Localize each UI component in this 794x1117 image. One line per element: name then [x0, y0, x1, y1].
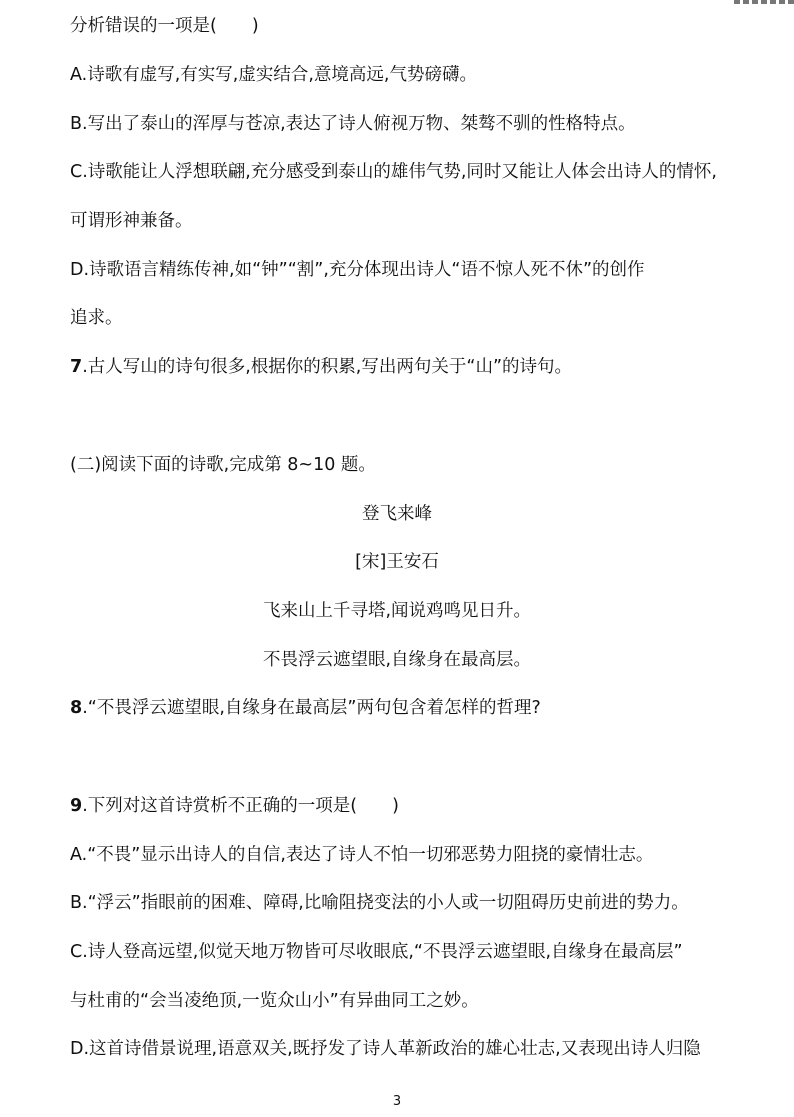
option-6d: D.诗歌语言精练传神,如“钟”“割”,充分体现出诗人“语不惊人死不休”的创作: [70, 260, 645, 280]
option-6d-cont: 追求。: [70, 308, 123, 328]
option-9b: B.“浮云”指眼前的困难、障碍,比喻阻挠变法的小人或一切阻碍历史前进的势力。: [70, 893, 689, 913]
question-7-number: 7: [70, 357, 83, 377]
poem-author: [宋]王安石: [355, 552, 439, 572]
option-9c-cont: 与杜甫的“会当凌绝顶,一览众山小”有异曲同工之妙。: [70, 991, 479, 1011]
option-6c-cont: 可谓形神兼备。: [70, 211, 193, 231]
poem-title: 登飞来峰: [362, 504, 432, 524]
option-9a: A.“不畏”显示出诗人的自信,表达了诗人不怕一切邪恶势力阻挠的豪情壮志。: [70, 845, 654, 865]
question-8: [70, 696, 774, 720]
option-9d: D.这首诗借景说理,语意双关,既抒发了诗人革新政治的雄心壮志,又表现出诗人归隐: [70, 1039, 701, 1059]
option-6c: C.诗歌能让人浮想联翩,充分感受到泰山的雄伟气势,同时又能让人体会出诗人的情怀,: [70, 162, 717, 182]
question-8-number: 8: [70, 698, 83, 718]
corner-mark: [734, 0, 794, 4]
option-9c: C.诗人登高远望,似觉天地万物皆可尽收眼底,“不畏浮云遮望眼,自缘身在最高层”: [70, 942, 683, 962]
poem-line-1: 飞来山上千寻塔,闻说鸡鸣见日升。: [262, 601, 532, 621]
question-9-number: 9: [70, 796, 83, 816]
page-number: 3: [392, 1094, 402, 1109]
option-6a: A.诗歌有虚写,有实写,虚实结合,意境高远,气势磅礴。: [70, 65, 477, 85]
question-7-text: .古人写山的诗句很多,根据你的积累,写出两句关于“山”的诗句。: [82, 357, 573, 377]
section-2-instruction: (二)阅读下面的诗歌,完成第 8~10 题。: [70, 455, 376, 475]
option-6b: B.写出了泰山的浑厚与苍凉,表达了诗人俯视万物、桀骜不驯的性格特点。: [70, 114, 636, 134]
question-8-text: .“不畏浮云遮望眼,自缘身在最高层”两句包含着怎样的哲理?: [82, 698, 541, 718]
question-7: [70, 355, 774, 379]
question-9-text: .下列对这首诗赏析不正确的一项是( ): [82, 796, 399, 816]
poem-line-2: 不畏浮云遮望眼,自缘身在最高层。: [262, 650, 532, 670]
question-6-stem-end: 分析错误的一项是( ): [70, 16, 259, 36]
question-9: [70, 794, 774, 818]
